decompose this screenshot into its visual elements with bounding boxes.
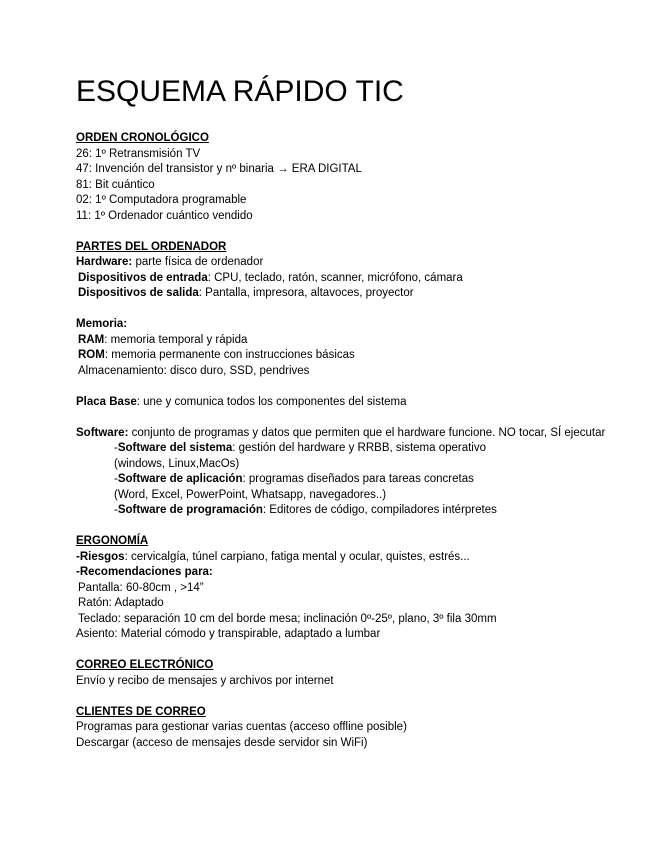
timeline-item: 26: 1º Retransmisión TV xyxy=(76,147,201,160)
software-label: Software: xyxy=(76,426,129,439)
teclado-line: Teclado: separación 10 cm del borde mesa; inclinación 0º-25º, plano, 3º fila 30mm xyxy=(78,612,497,625)
placa-label: Placa Base xyxy=(76,395,137,408)
placa-text: : une y comunica todos los componentes del sistema xyxy=(136,395,407,408)
software-programacion-text: : Editores de código, compiladores intérpretes xyxy=(262,504,497,516)
almacenamiento-line: Almacenamiento: disco duro, SSD, pendrives xyxy=(78,364,310,377)
entrada-label: Dispositivos de entrada xyxy=(78,271,208,284)
raton-line: Ratón: Adaptado xyxy=(78,597,164,609)
correo-text: Envío y recibo de mensajes y archivos por internet xyxy=(76,674,334,687)
software-sistema-text: : gestión del hardware y RRBB, sistema operativo xyxy=(232,442,487,454)
hardware-text: parte física de ordenador xyxy=(132,256,264,268)
section-heading-partes: PARTES DEL ORDENADOR xyxy=(76,240,227,253)
section-heading-orden: ORDEN CRONOLÓGICO xyxy=(76,132,209,144)
rom-text: : memoria permanente con instrucciones básicas xyxy=(104,349,355,361)
section-heading-clientes: CLIENTES DE CORREO xyxy=(76,705,206,718)
salida-label: Dispositivos de salida xyxy=(78,287,199,299)
document-body xyxy=(76,131,606,751)
entrada-text: : CPU, teclado, ratón, scanner, micrófono, cámara xyxy=(207,271,463,284)
ram-text: : memoria temporal y rápida xyxy=(104,333,248,346)
riesgos-label: -Riesgos xyxy=(76,550,125,563)
riesgos-text: : cervicalgía, túnel carpiano, fatiga mental y ocular, quistes, estrés... xyxy=(124,550,470,563)
software-programacion-line xyxy=(76,503,606,519)
software-aplicacion-examples: (Word, Excel, PowerPoint, Whatsapp, navegadores..) xyxy=(114,488,387,501)
rom-label: ROM xyxy=(78,349,105,361)
software-sistema-examples: (windows, Linux,MacOs) xyxy=(114,457,240,470)
salida-line xyxy=(76,286,606,302)
timeline-item: 47: Invención del transistor y nº binaria → ERA DIGITAL xyxy=(76,163,362,175)
dash: - xyxy=(114,504,118,516)
pantalla-line: Pantalla: 60-80cm , >14” xyxy=(78,581,204,594)
section-heading-ergonomia: ERGONOMÍA xyxy=(76,535,149,547)
software-sistema-line xyxy=(76,441,606,457)
hardware-label: Hardware: xyxy=(76,256,133,268)
clientes-line-1: Programas para gestionar varias cuentas (acceso offline posible) xyxy=(76,721,407,733)
dash: - xyxy=(114,473,118,485)
page-title: ESQUEMA RÁPIDO TIC xyxy=(76,75,404,108)
software-aplicacion-text: : programas diseñados para tareas concretas xyxy=(242,473,474,485)
clientes-line-2: Descargar (acceso de mensajes desde servidor sin WiFi) xyxy=(76,736,368,749)
section-heading-correo: CORREO ELECTRÓNICO xyxy=(76,659,214,671)
dash: - xyxy=(114,442,118,454)
timeline-item: 81: Bit cuántico xyxy=(76,178,155,191)
software-line xyxy=(76,426,606,442)
memoria-label: Memoria: xyxy=(76,318,128,330)
timeline-item: 11: 1º Ordenador cuántico vendido xyxy=(76,209,253,222)
ram-line xyxy=(76,333,606,349)
riesgos-line xyxy=(76,550,606,566)
asiento-line: Asiento: Material cómodo y transpirable, adaptado a lumbar xyxy=(76,628,381,640)
hardware-line xyxy=(76,255,606,271)
ram-label: RAM xyxy=(78,333,105,346)
recomendaciones-label: -Recomendaciones para: xyxy=(76,566,213,578)
rom-line xyxy=(76,348,606,364)
timeline-item: 02: 1º Computadora programable xyxy=(76,194,247,206)
recomendaciones-line xyxy=(76,565,606,581)
memoria-line xyxy=(76,317,606,333)
software-text: conjunto de programas y datos que permiten que el hardware funcione. NO tocar, SÍ ejecutar xyxy=(128,426,606,439)
salida-text: : Pantalla, impresora, altavoces, proyector xyxy=(198,287,414,299)
placa-line xyxy=(76,395,606,411)
software-aplicacion-line xyxy=(76,472,606,488)
entrada-line xyxy=(76,271,606,287)
software-programacion-label: Software de programación xyxy=(117,504,263,516)
software-aplicacion-label: Software de aplicación xyxy=(117,473,243,485)
software-sistema-label: Software del sistema xyxy=(117,442,233,454)
